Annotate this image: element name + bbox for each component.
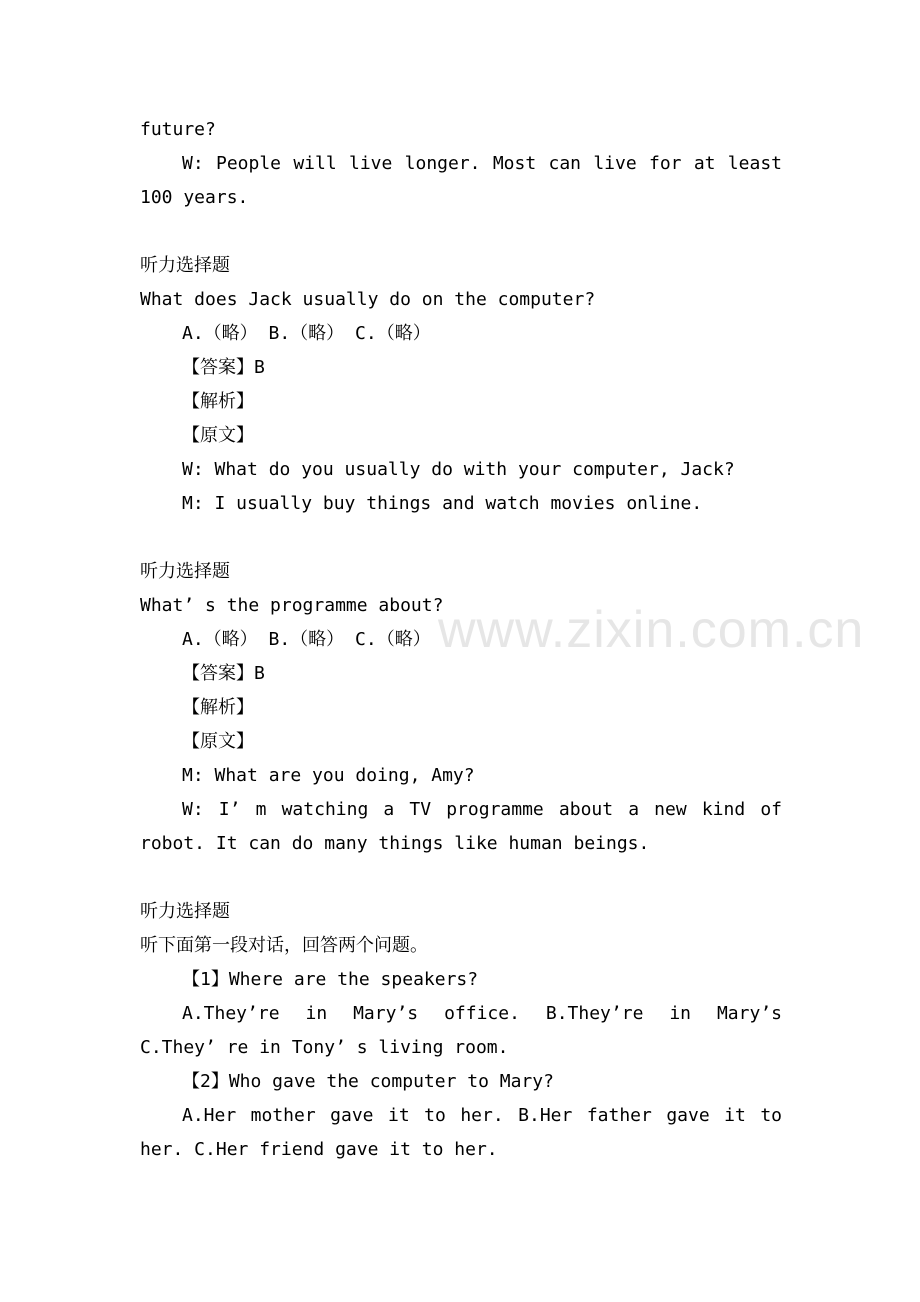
q2-transcript-line-2: W: I’ m watching a TV programme about a new kind of	[182, 799, 782, 820]
spacer	[140, 861, 782, 895]
q2-options: A.（略） B.（略） C.（略）	[182, 629, 431, 650]
intro-line-3: 100 years.	[140, 187, 249, 208]
q2-answer: 【答案】B	[182, 663, 265, 684]
q3-sub1-options-line-2: C.They’ re in Tony’ s living room.	[140, 1037, 509, 1058]
q2-question: What’ s the programme about?	[140, 595, 444, 616]
watermark: www.zixin.com.cn	[438, 601, 865, 659]
q2-type-label: 听力选择题	[140, 561, 230, 582]
q2-analysis: 【解析】	[182, 697, 254, 718]
q3-sub1-question: 【1】Where are the speakers?	[182, 969, 479, 990]
q1-answer: 【答案】B	[182, 357, 265, 378]
q2-transcript-line-3: robot. It can do many things like human beings.	[140, 833, 650, 854]
q1-type-label: 听力选择题	[140, 255, 230, 276]
q3-sub2-options-line-2: her. C.Her friend gave it to her.	[140, 1139, 498, 1160]
q1-analysis: 【解析】	[182, 391, 254, 412]
q3-instruction: 听下面第一段对话，回答两个问题。	[140, 935, 428, 956]
q3-sub1-options-line-1: A.They’re in Mary’s office. B.They’re in Mary’s	[182, 1003, 782, 1024]
q1-question: What does Jack usually do on the computer?	[140, 289, 596, 310]
document-page	[140, 113, 782, 1167]
q1-transcript-line-2: M: I usually buy things and watch movies online.	[182, 493, 703, 514]
intro-line-1: future?	[140, 119, 216, 140]
q3-type-label: 听力选择题	[140, 901, 230, 922]
spacer	[140, 521, 782, 555]
spacer	[140, 215, 782, 249]
q3-sub2-options-line-1: A.Her mother gave it to her. B.Her father gave it to	[182, 1105, 782, 1126]
q1-transcript-line-1: W: What do you usually do with your computer, Jack?	[182, 459, 735, 480]
q2-transcript-line-1: M: What are you doing, Amy?	[182, 765, 475, 786]
q3-sub2-question: 【2】Who gave the computer to Mary?	[182, 1071, 554, 1092]
q1-options: A.（略） B.（略） C.（略）	[182, 323, 431, 344]
intro-line-2: W: People will live longer. Most can live for at least	[182, 153, 782, 174]
q2-transcript-label: 【原文】	[182, 731, 254, 752]
q1-transcript-label: 【原文】	[182, 425, 254, 446]
